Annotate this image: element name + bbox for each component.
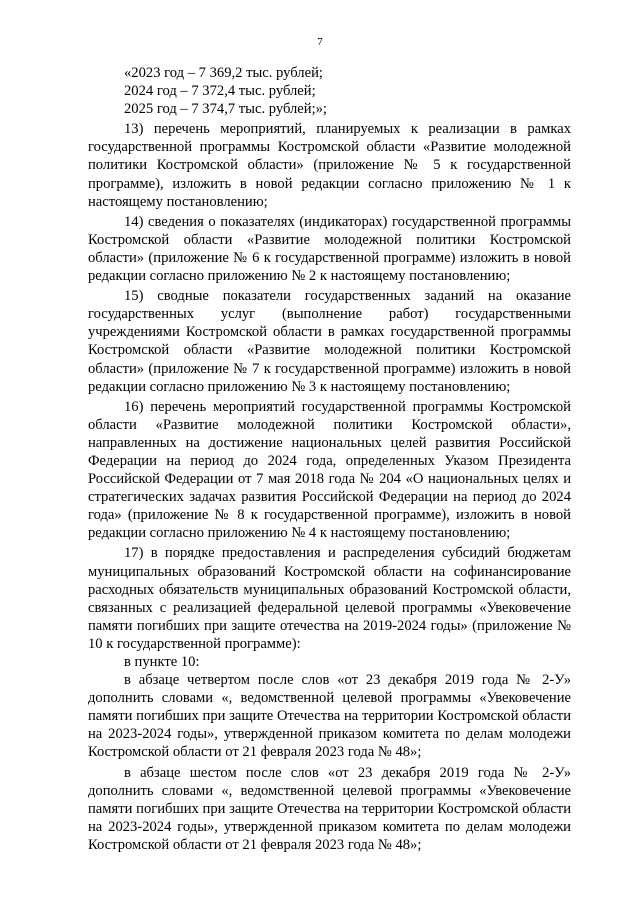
paragraph-2023-amount: «2023 год – 7 369,2 тыс. рублей;: [124, 65, 323, 81]
paragraph-item-16: 16) перечень мероприятий государственной программы Костромской области «Развитие молодежной политики Костромской области», направленных на достижение национальных целей развития Российской Федерации на период до 2024 года, определенных Указом Президента Российской Федерации от 7 мая 2018 года № 204 «О национальных целях и стратегических задачах развития Российской Федерации на период до 2024 года» (приложение № 8 к государственной программе), изложить в новой редакции согласно приложению № 4 к настоящему постановлению;: [88, 398, 571, 542]
page-number: 7: [317, 36, 323, 48]
paragraph-item-17: 17) в порядке предоставления и распределения субсидий бюджетам муниципальных образований Костромской области на софинансирование расходных обязательств муниципальных образований Костромской области, связанных с реализацией федеральной целевой программы «Увековечение памяти погибших при защите отечества на 2019-2024 годы» (приложение № 10 к государственной программе):: [88, 545, 571, 652]
document-body: [88, 64, 571, 854]
paragraph-2025-amount: 2025 год – 7 374,7 тыс. рублей;»;: [124, 101, 327, 118]
paragraph-point-10: в пункте 10:: [124, 654, 200, 670]
paragraph-2024-amount: 2024 год – 7 372,4 тыс. рублей;: [124, 83, 316, 100]
paragraph-item-15: 15) сводные показатели государственных заданий на оказание государственных услуг (выполнение работ) государственными учреждениями Костромской области в рамках государственной программы Костромской области «Развитие молодежной политики Костромской области» (приложение № 7 к государственной программе) изложить в новой редакции согласно приложению № 3 к настоящему постановлению;: [88, 288, 571, 395]
paragraph-item-14: 14) сведения о показателях (индикаторах) государственной программы Костромской области «Развитие молодежной политики Костромской области» (приложение № 6 к государственной программе) изложить в новой редакции согласно приложению № 2 к настоящему постановлению;: [88, 213, 571, 285]
paragraph-abzac-6: в абзаце шестом после слов «от 23 декабря 2019 года № 2-У» дополнить словами «, ведомственной целевой программы «Увековечение памяти погибших при защите Отечества на территории Костромской области на 2023-2024 годы», утвержденной приказом комитета по делам молодежи Костромской области от 21 февраля 2023 года № 48»;: [88, 764, 571, 853]
paragraph-abzac-4: в абзаце четвертом после слов «от 23 декабря 2019 года № 2-У» дополнить словами «, ведомственной целевой программы «Увековечение памяти погибших при защите Отечества на территории Костромской области на 2023-2024 годы», утвержденной приказом комитета по делам молодежи Костромской области от 21 февраля 2023 года № 48»;: [88, 672, 571, 761]
paragraph-item-13: 13) перечень мероприятий, планируемых к реализации в рамках государственной программы Костромской области «Развитие молодежной политики Костромской области» (приложение № 5 к государственной программе), изложить в новой редакции согласно приложению № 1 к настоящему постановлению;: [88, 121, 571, 210]
